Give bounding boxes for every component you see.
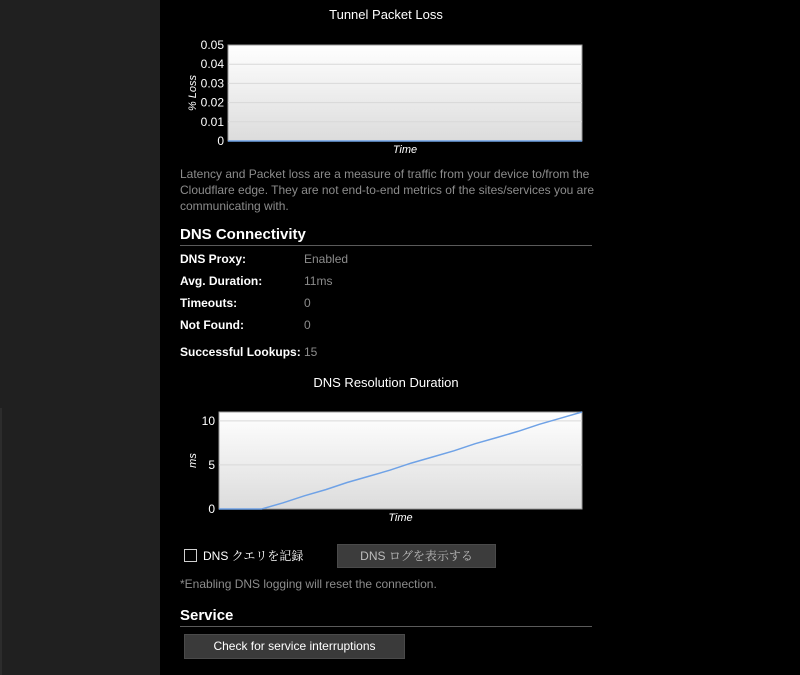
row-value: Enabled [304, 252, 349, 266]
row-label: Avg. Duration: [180, 274, 263, 288]
dns-chart-title: DNS Resolution Duration [313, 375, 459, 390]
dns-logging-footnote: *Enabling DNS logging will reset the connection. [180, 577, 437, 591]
plot-area [228, 45, 582, 141]
row-label: Successful Lookups: [180, 345, 301, 359]
row-label: Timeouts: [180, 296, 238, 310]
latency-note: Latency and Packet loss are a measure of traffic from your device to/from the Cloudflare edge. They are not end-to-end metrics of the sites/services you are communicating with. [180, 167, 594, 213]
y-tick-label: 0.05 [200, 38, 224, 52]
dns-log-checkbox-label: DNS クエリを記録 [203, 548, 304, 563]
y-tick-label: 0 [217, 134, 224, 148]
main-panel [160, 0, 800, 675]
y-tick-label: 0.01 [200, 114, 224, 129]
row-value: 0 [304, 318, 311, 332]
x-axis-label: Time [388, 512, 413, 524]
y-tick-label: 10 [201, 413, 215, 428]
show-dns-logs-button[interactable]: DNS ログを表示する [337, 544, 496, 568]
packet-loss-chart-title: Tunnel Packet Loss [329, 7, 443, 22]
checkbox-box[interactable] [184, 549, 197, 562]
row-value: 11ms [304, 274, 333, 288]
packet-loss-chart [160, 30, 600, 160]
y-axis-label: % Loss [187, 74, 199, 112]
row-value: 15 [304, 345, 318, 359]
check-service-interruptions-button[interactable]: Check for service interruptions [184, 634, 405, 659]
y-tick-label: 0.02 [200, 95, 224, 110]
row-value: 0 [304, 296, 311, 310]
sidebar [0, 0, 160, 675]
row-label: DNS Proxy: [180, 252, 247, 266]
sidebar-edge [0, 408, 2, 675]
row-label: Not Found: [180, 318, 244, 332]
y-axis-label: ms [187, 453, 199, 468]
dns-resolution-chart [160, 400, 600, 530]
y-tick-label: 0 [208, 502, 215, 516]
y-tick-label: 0.04 [200, 57, 224, 72]
x-axis-label: Time [392, 144, 418, 156]
dns-log-checkbox[interactable] [184, 547, 303, 563]
dns-connectivity-header: DNS Connectivity [180, 226, 592, 246]
service-header: Service [180, 607, 592, 627]
y-tick-label: 0.03 [200, 76, 224, 91]
plot-area [219, 412, 582, 509]
y-tick-label: 5 [208, 457, 215, 472]
